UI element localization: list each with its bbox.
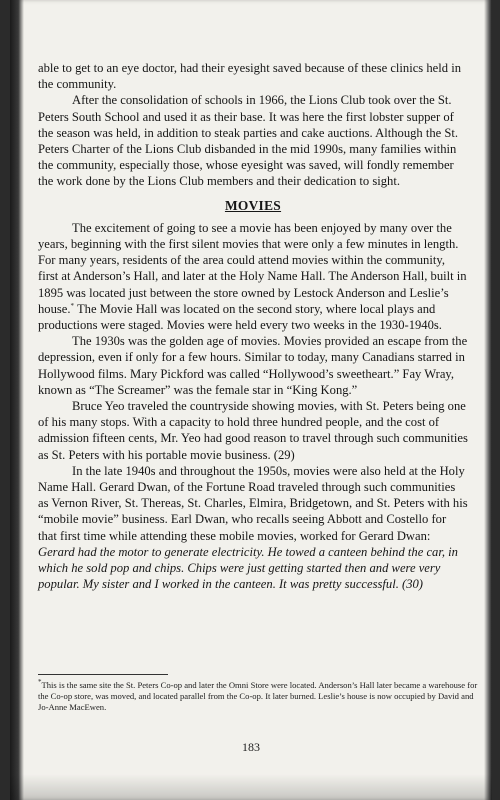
page-number: 183 — [242, 740, 260, 754]
block-quote-earl-dwan: Gerard had the motor to generate electricity. He towed a canteen behind the car, in which he sold pop and chips. Chips were just getting started then and were very popular. My sister and I worked in the canteen. It was pretty successful. (30) — [38, 544, 458, 592]
movies-intro-text: The excitement of going to see a movie has been enjoyed by many over the years, beginning with the first silent movies that were only a few minutes in length. For many years, residents of the area could attend movies within the community, first at Anderson’s Hall, and later at the Holy Name Hall. The Anderson Hall, built in 1895 was located just between the store owned by Lestock Anderson and Leslie’s house. — [38, 220, 467, 316]
page-body — [38, 60, 468, 593]
book-spine-shadow — [10, 0, 24, 800]
section-heading-movies: MOVIES — [224, 197, 282, 213]
footnote-divider — [38, 674, 168, 675]
book-page — [10, 0, 492, 800]
footnote-text: This is the same site the St. Peters Co-op and later the Omni Store were located. Anderson’s Hall later became a warehouse for the Co-op store, was moved, and located parallel from the Co-op. It later burned. Leslie’s house is now occupied by David and Jo-Anne MacEwen. — [38, 680, 478, 713]
paragraph-holy-name-hall: In the late 1940s and throughout the 1950s, movies were also held at the Holy Name Hall. Gerard Dwan, of the Fortune Road traveled through such communities as Vernon River, St. Thereas, St. Charles, Elmira, Bridgetown, and St. Peters with his “mobile movie” business. Earl Dwan, who recalls seeing Abbott and Costello for that first time while attending these mobile movies, worked for Gerard Dwan: — [38, 463, 468, 543]
paragraph-golden-age: The 1930s was the golden age of movies. Movies provided an escape from the depression, even if only for a few hours. Similar to today, many Canadians starred in Hollywood films. Mary Pickford was called “Hollywood’s sweetheart.” Fay Wray, known as “The Screamer” was the female star in “King Kong.” — [38, 334, 468, 397]
paragraph-movies-intro — [38, 220, 468, 333]
paragraph-continued: able to get to an eye doctor, had their eyesight saved because of these clinics held in the community. — [38, 61, 461, 92]
page-bottom-shadow — [10, 774, 492, 800]
footnote-marker: * — [38, 678, 42, 687]
paragraph-bruce-yeo: Bruce Yeo traveled the countryside showing movies, with St. Peters being one of his many stops. With a capacity to hold three hundred people, and the cost of admission fifteen cents, Mr. Yeo had good reason to travel through such communities as St. Peters with his portable movie business. (29) — [38, 399, 468, 462]
movies-intro-text-cont: The Movie Hall was located on the second story, where local plays and productions were staged. Movies were held every two weeks in the 1930-1940s. — [38, 301, 442, 333]
paragraph-lions-club: After the consolidation of schools in 1966, the Lions Club took over the St. Peters South School and used it as their base. It was here the first lobster supper of the season was held, in addition to steak parties and cake auctions. Although the St. Peters Charter of the Lions Club disbanded in the mid 1990s, many families within the community, especially those, whose eyesight was saved, will fondly remember the work done by the Lions Club members and their dedication to sight. — [38, 93, 459, 189]
page-edge-shadow — [484, 0, 492, 800]
footnote — [38, 680, 478, 714]
footnote-reference: * — [70, 301, 75, 310]
